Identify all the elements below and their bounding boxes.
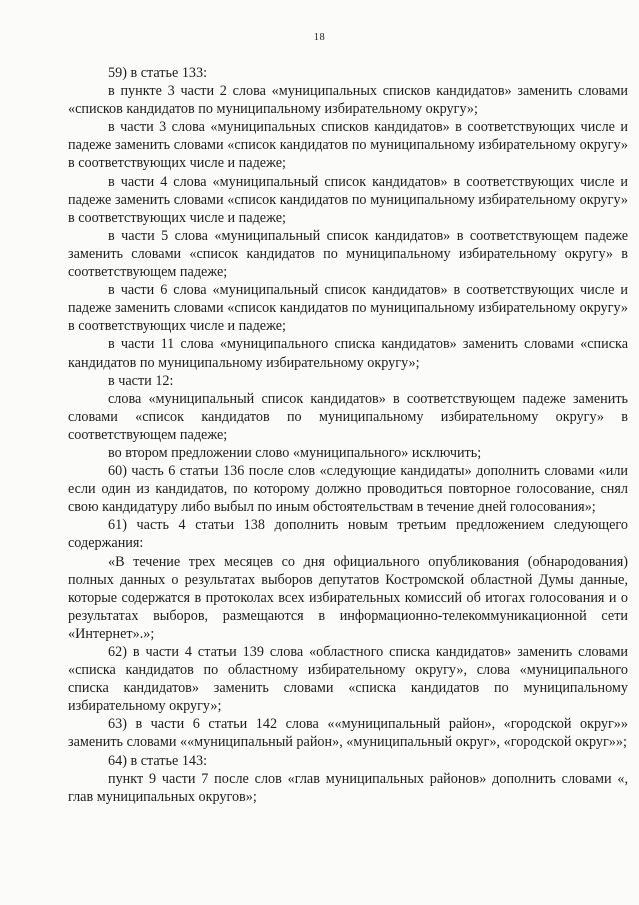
paragraph-59-item-1: в пункте 3 части 2 слова «муниципальных списков кандидатов» заменить словами «списков кандидатов по муниципальному избирательному округу»;	[68, 83, 628, 118]
paragraph-59-item-7: в части 12:	[108, 372, 174, 389]
paragraph-59-item-7-a: слова «муниципальный список кандидатов» в соответствующем падеже заменить словами «список кандидатов по муниципальному избирательному округу» в соответствующем падеже;	[68, 390, 628, 443]
paragraph-63: 63) в части 6 статьи 142 слова ««муниципальный район», «городской округ»» заменить словами ««муниципальный район», «муниципальный округ», «городской округ»»;	[68, 716, 628, 751]
paragraph-59-item-2: в части 3 слова «муниципальных списков кандидатов» в соответствующих числе и падеже заменить словами «список кандидатов по муниципальному избирательному округу» в соответствующих числе и падеже;	[68, 119, 628, 172]
paragraph-60: 60) часть 6 статьи 136 после слов «следующие кандидаты» дополнить словами «или если один из кандидатов, по которому должно проводиться повторное голосование, снял свою кандидатуру либо выбыл по иным обстоятельствам в течение дней голосования»;	[68, 463, 628, 516]
paragraph-59-item-5: в части 6 слова «муниципальный список кандидатов» в соответствующих числе и падеже заменить словами «список кандидатов по муниципальному избирательному округу» в соответствующих числе и падеже;	[68, 282, 628, 335]
paragraph-64: 64) в статье 143:	[108, 752, 208, 769]
paragraph-64-item-1: пункт 9 части 7 после слов «глав муниципальных районов» дополнить словами «, глав муниципальных округов»;	[68, 770, 628, 805]
page-number: 18	[313, 32, 326, 43]
paragraph-59-item-7-b: во втором предложении слово «муниципального» исключить;	[108, 444, 482, 461]
document-body	[68, 64, 628, 806]
paragraph-59-item-3: в части 4 слова «муниципальный список кандидатов» в соответствующих числе и падеже заменить словами «список кандидатов по муниципальному избирательному округу» в соответствующих числе и падеже;	[68, 173, 628, 226]
paragraph-59: 59) в статье 133:	[108, 65, 208, 81]
paragraph-59-item-4: в части 5 слова «муниципальный список кандидатов» в соответствующем падеже заменить словами «список кандидатов по муниципальному избирательному округу» в соответствующем падеже;	[68, 227, 628, 281]
paragraph-62: 62) в части 4 статьи 139 слова «областного списка кандидатов» заменить словами «списка кандидатов по областному избирательному округу», слова «муниципального списка кандидатов» заменить словами «списка кандидатов по муниципальному избирательному округу»;	[68, 644, 628, 715]
paragraph-61-quote: «В течение трех месяцев со дня официального опубликования (обнародования) полных данных о результатах выборов депутатов Костромской областной Думы данные, которые содержатся в протоколах всех избирательных комиссий об итогах голосования и о результатах выборов, размещаются в информационно-телекоммуникационной сети «Интернет».»;	[68, 553, 628, 642]
paragraph-59-item-6: в части 11 слова «муниципального списка кандидатов» заменить словами «списка кандидатов по муниципальному избирательному округу»;	[68, 336, 628, 371]
paragraph-61: 61) часть 4 статьи 138 дополнить новым третьим предложением следующего содержания:	[68, 517, 628, 552]
